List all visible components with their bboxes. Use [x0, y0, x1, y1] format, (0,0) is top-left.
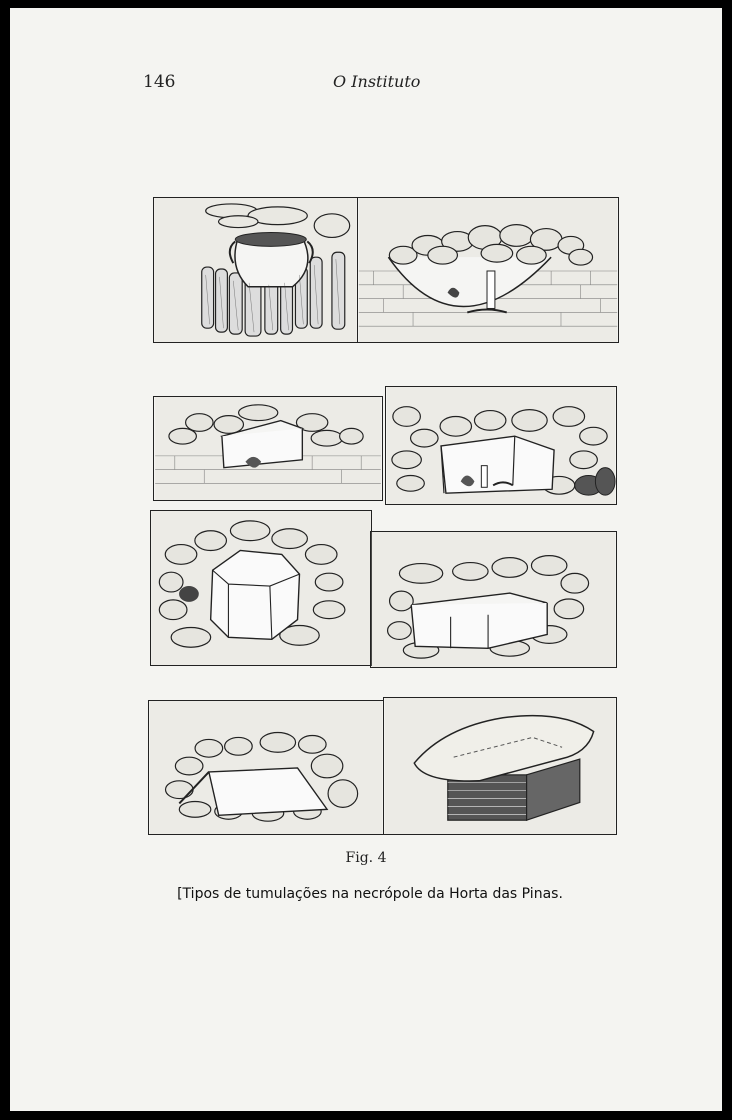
- illustration-rectangular-cist: [370, 531, 617, 668]
- illustration-stone-lined-grave: [148, 700, 384, 835]
- figure-caption: [Tipos de tumulações na necrópole da Horta das Pinas.: [177, 886, 563, 902]
- figure-label: Fig. 4: [345, 850, 387, 866]
- illustration-urn-burial: [153, 197, 358, 343]
- illustration-slab-covered-cist: [383, 697, 617, 835]
- illustration-box-grave-in-pit: [153, 396, 383, 501]
- running-title: O Instituto: [333, 72, 421, 91]
- page-number: 146: [143, 72, 176, 92]
- illustration-pit-grave: [357, 197, 619, 343]
- illustration-octagonal-cist: [150, 510, 372, 666]
- illustration-cist-with-vessels: [385, 386, 617, 505]
